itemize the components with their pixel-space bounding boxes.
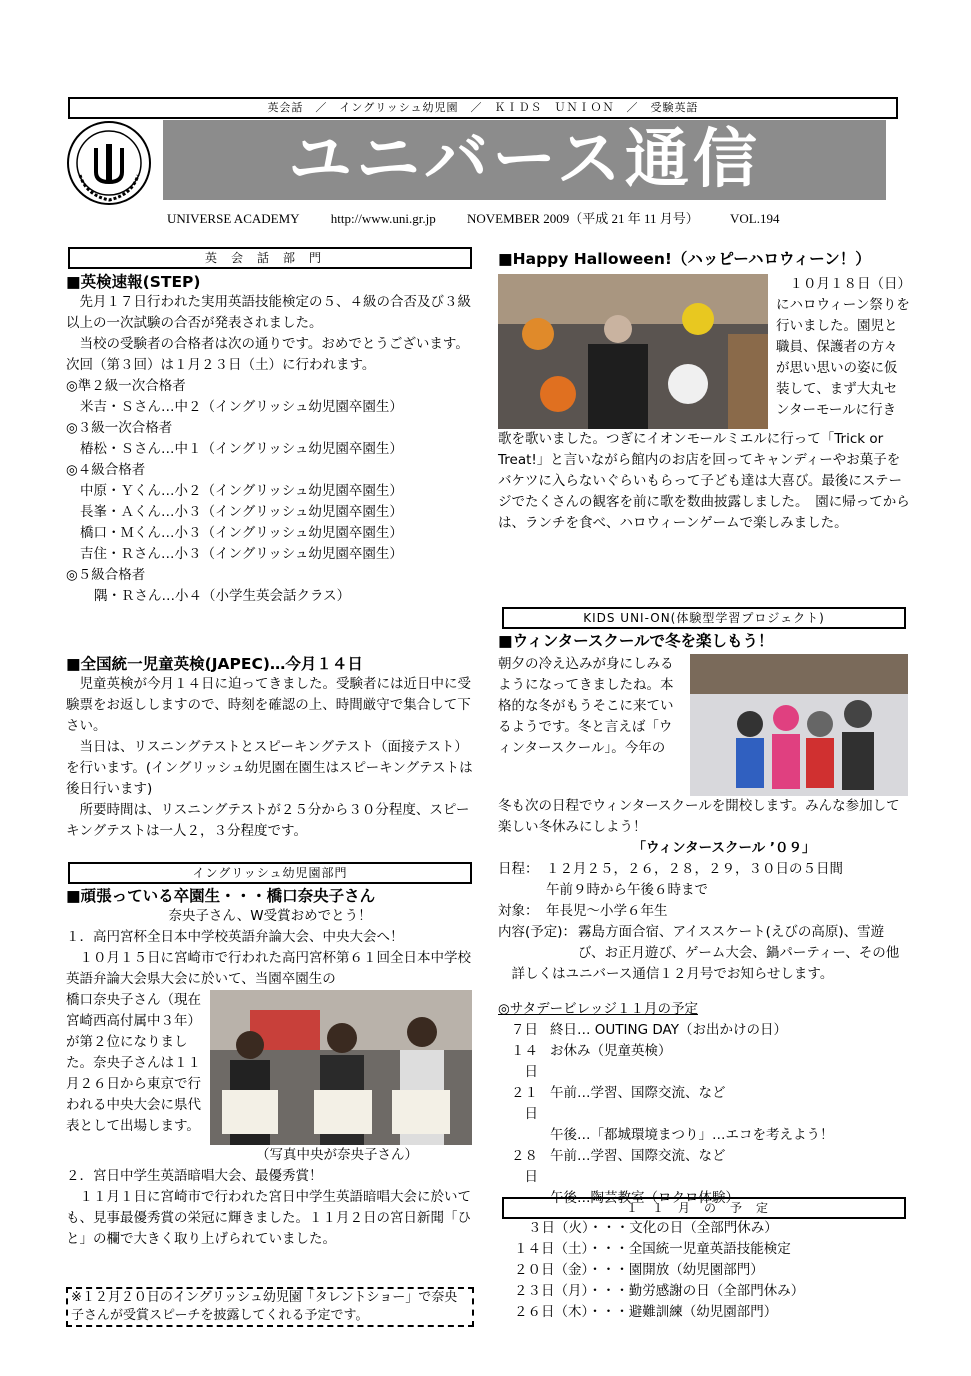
graduate-title: ■頑張っている卒園生・・・橋口奈央子さん [66,887,376,905]
result-line: 橋口・Ｍくん…小３（イングリッシュ幼児園卒園生） [80,525,403,541]
section-kids-union: KIDS UNI-ON(体験型学習プロジェクト) [502,607,906,629]
header-subline [167,208,807,227]
winter-photo [690,654,908,796]
winter-text: 冬も次の日程でウィンタースクールを開校します。みんな参加して楽しい冬休みにしよう！ [498,798,900,835]
japec-title: ■全国統一児童英検(JAPEC)…今月１４日 [66,655,363,673]
schedule-value: 霧島方面合宿、アイススケート(えびの高原)、雪遊び、お正月遊び、ゲーム大会、鍋パーティー、その他 [578,924,900,961]
step-article [66,270,474,607]
saturday-plan: 終日… OUTING DAY（お出かけの日） [550,1022,787,1038]
november-item: ２６日（木）・・・避難訓練（幼児園部門） [514,1304,778,1320]
academy-logo [66,120,152,206]
item-1-heading: １．高円宮杯全日本中学校英語弁論大会、中央大会へ！ [66,929,404,945]
halloween-side-text: １０月１８日（日）にハロウィーン祭りを行いました。園児と職員、保護者の方々が思い思いの姿に仮装して、まず大丸センターモールに行き [776,276,910,418]
result-line: 長峯・Ａくん…小３（イングリッシュ幼児園卒園生） [80,504,403,520]
congrats-line: 奈央子さん、W受賞おめでとう！ [168,908,372,924]
result-line: 隅・Ｒさん…小４（小学生英会話クラス） [94,588,351,604]
result-heading: ◎５級合格者 [66,567,146,583]
saturday-date: ２８日 [511,1148,538,1185]
winter-detail: 詳しくはユニバース通信１２月号でお知らせします。 [511,966,834,982]
talent-show-note: ※１２月２０日のイングリッシュ幼児園「タレントショー」で奈央子さんが受賞スピーチを披露してくれる予定です。 [66,1287,474,1327]
result-heading: ◎４級合格者 [66,462,146,478]
website-url[interactable]: http://www.uni.gr.jp [330,211,436,226]
halloween-photo [498,274,768,429]
item-2-paragraph: １１月１日に宮崎市で行われた宮日中学生英語暗唱大会に於いても、見事最優秀賞の栄冠に輝きました。１１月２日の宮日新聞「ひと」の欄で大きく取り上げられていました。 [66,1189,471,1247]
november-item: ３日（火）・・・文化の日（全部門休み） [528,1220,778,1236]
november-item: ２３日（月）・・・勤労感謝の日（全部門休み） [514,1283,805,1299]
halloween-text: 歌を歌いました。つぎにイオンモールミエルに行って「Trick or Treat!」と言いながら館内のお店を回ってキャンディーやお菓子をバケツに入らないぐらいもらって子ども達は大喜び。最後にステージでたくさんの観客を前に歌を数曲披露しました。 園に帰ってからは、ランチを食べ、ハロウィーンゲームで楽しみました。 [498,431,910,531]
halloween-title: ■Happy Halloween!（ハッピーハロウィーン！） [498,250,871,268]
result-line: 椿松・Ｓさん…中１（イングリッシュ幼児園卒園生） [80,441,403,457]
saturday-plan: お休み（児童英検） [550,1043,672,1059]
result-line: 中原・Ｙくん…小２（イングリッシュ幼児園卒園生） [80,483,403,499]
saturday-plan: 午前…学習、国際交流、など [550,1148,726,1164]
winter-school-title: ■ウィンタースクールで冬を楽しもう！ [498,632,774,650]
saturday-row [498,1125,910,1146]
japec-article [66,652,474,842]
halloween-article [498,247,910,534]
saturday-plan: 午前…学習、国際交流、など [550,1085,726,1101]
issue-date: NOVEMBER 2009（平成 21 年 11 月号） [467,211,699,226]
step-paragraph-1: 先月１７日行われた実用英語技能検定の５、４級の合否及び３級以上の一次試験の合否が発表されました。 [66,294,471,331]
winter-school-article [498,629,910,1209]
november-item: １４日（土）・・・全国統一児童英語技能検定 [514,1241,791,1257]
section-november: １１月の予定 [502,1197,906,1219]
step-paragraph-2: 当校の受験者の合格者は次の通りです。おめでとうございます。次回（第３回）は１月２３日（土）に行われます。 [66,336,469,373]
schedule-value: １２月２５，２６，２８，２９，３０日の５日間 [546,861,843,877]
schedule-label: 内容(予定)： [498,924,577,940]
saturday-row [498,1083,910,1125]
step-title: ■英検速報(STEP) [66,273,201,291]
section-eikaiwa: 英会話部門 [68,247,472,269]
item-1-paragraph: １０月１５日に宮崎市で行われた高円宮杯第６１回全日本中学校英語弁論大会県大会に於いて、当園卒園生の [66,950,471,987]
section-youjien: イングリッシュ幼児園部門 [68,862,472,884]
result-line: 米吉・Ｓさん…中２（イングリッシュ幼児園卒園生） [80,399,403,415]
newsletter-title: ユニバース通信 [163,120,886,200]
japec-paragraph-2: 当日は、リスニングテストとスピーキングテスト（面接テスト）を行います。(イングリッシュ幼児園在園生はスピーキングテストは後日行います) [66,739,473,797]
saturday-row [498,1041,910,1083]
result-heading: ◎準２級一次合格者 [66,378,186,394]
item-1-paragraph-cont: 橋口奈央子さん（現在宮崎西高付属中３年）が第２位になりました。奈央子さんは１１月２６日から東京で行われる中央大会に県代表として出場します。 [66,992,201,1134]
schedule-value: 年長児～小学６年生 [546,903,668,919]
saturday-row [498,1146,910,1188]
schedule-label [498,880,546,901]
saturday-date [498,1125,550,1146]
saturday-date: １４日 [511,1043,538,1080]
volume-number: VOL.194 [729,211,780,226]
saturday-date: ７日 [511,1022,538,1038]
header-topline: 英会話 ／ イングリッシュ幼児園 ／ ＫＩＤＳ ＵＮＩＯＮ ／ 受験英語 [68,97,898,119]
graduate-article [66,884,474,1250]
saturday-row [498,1020,910,1041]
schedule-label: 対象： [498,903,539,919]
academy-name: UNIVERSE ACADEMY [167,211,300,226]
schedule-label: 日程： [498,861,539,877]
november-schedule [514,1218,904,1323]
winter-school-subtitle: 「ウィンタースクール ’０９」 [632,840,816,856]
award-photo [210,990,472,1145]
winter-side-text: 朝夕の冷え込みが身にしみるようになってきましたね。本格的な冬がもうそこに来ているようです。冬と言えば「ウィンタースクール」。今年の [498,656,674,756]
japec-paragraph-1: 児童英検が今月１４日に迫ってきました。受験者には近日中に受験票をお返ししますので、時刻を確認の上、時間厳守で集合して下さい。 [66,676,471,734]
saturday-village-title: ◎サタデービレッジ１１月の予定 [498,1001,698,1017]
schedule-value: 午前９時から午後６時まで [546,882,708,898]
item-2-heading: ２．宮日中学生英語暗唱大会、最優秀賞！ [66,1168,323,1184]
saturday-plan: 午後…「都城環境まつり」…エコを考えよう！ [550,1127,834,1143]
japec-paragraph-3: 所要時間は、リスニングテストが２５分から３０分程度、スピーキングテストは一人２，３分程度です。 [66,802,470,839]
result-heading: ◎３級一次合格者 [66,420,173,436]
photo-caption: （写真中央が奈央子さん） [256,1147,418,1163]
saturday-date: ２１日 [511,1085,538,1122]
saturday-plan: 午後…陶芸教室（ロクロ体験） [550,1190,739,1206]
november-item: ２０日（金）・・・園開放（幼児園部門） [514,1262,764,1278]
result-line: 吉住・Ｒさん…小３（イングリッシュ幼児園卒園生） [80,546,403,562]
